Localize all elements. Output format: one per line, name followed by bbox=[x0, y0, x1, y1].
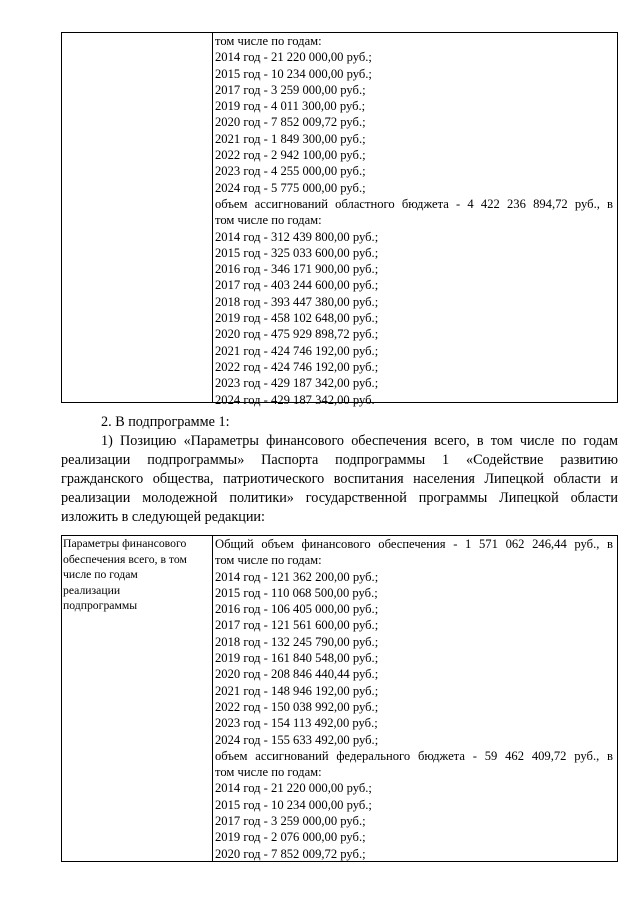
row-label-line: реализации bbox=[63, 583, 121, 597]
table-line: 2022 год - 2 942 100,00 руб.; bbox=[215, 148, 366, 163]
table-line: 2015 год - 110 068 500,00 руб.; bbox=[215, 585, 378, 600]
table-line: 2016 год - 106 405 000,00 руб.; bbox=[215, 602, 379, 617]
paragraph-line: 1) Позицию «Параметры финансового обеспечения всего, в том числе по годам bbox=[101, 433, 618, 449]
table-line: Общий объем финансового обеспечения - 1 571 062 246,44 руб., в bbox=[215, 537, 613, 551]
paragraph-line: реализации молодежной политики» государственной программы Липецкой области bbox=[61, 490, 618, 506]
table-line: 2017 год - 121 561 600,00 руб.; bbox=[215, 618, 379, 633]
table-line: 2019 год - 161 840 548,00 руб.; bbox=[215, 651, 379, 666]
table-line: 2024 год - 429 187 342,00 руб. bbox=[215, 392, 375, 407]
table-line: 2023 год - 154 113 492,00 руб.; bbox=[215, 716, 378, 731]
table-line: 2014 год - 21 220 000,00 руб.; bbox=[215, 781, 372, 796]
paragraph-line: реализации подпрограммы» Паспорта подпрограммы 1 «Содействие развитию bbox=[61, 452, 618, 468]
table-line: 2015 год - 10 234 000,00 руб.; bbox=[215, 797, 372, 812]
table-line: 2023 год - 4 255 000,00 руб.; bbox=[215, 164, 366, 179]
table-line: 2022 год - 424 746 192,00 руб.; bbox=[215, 359, 379, 374]
table-line: 2015 год - 325 033 600,00 руб.; bbox=[215, 245, 379, 260]
table-label-cell bbox=[62, 33, 213, 402]
table-line: 2021 год - 1 849 300,00 руб.; bbox=[215, 131, 366, 146]
table-line: том числе по годам: bbox=[215, 765, 322, 780]
row-label-line: подпрограммы bbox=[63, 599, 138, 613]
row-label-line: Параметры финансового bbox=[63, 537, 187, 550]
table-line: 2020 год - 7 852 009,72 руб.; bbox=[215, 115, 366, 130]
table-line: 2020 год - 7 852 009,72 руб.; bbox=[215, 846, 366, 861]
table-line: 2014 год - 121 362 200,00 руб.; bbox=[215, 569, 379, 584]
table-line: том числе по годам: bbox=[215, 213, 322, 228]
table-line: 2024 год - 5 775 000,00 руб.; bbox=[215, 180, 366, 195]
funding-table-continued bbox=[61, 32, 618, 407]
table-line: 2024 год - 155 633 492,00 руб.; bbox=[215, 732, 379, 747]
table-line: 2021 год - 424 746 192,00 руб.; bbox=[215, 343, 379, 358]
table-line: 2014 год - 312 439 800,00 руб.; bbox=[215, 229, 379, 244]
table-line: том числе по годам: bbox=[215, 34, 322, 48]
table-line: 2022 год - 150 038 992,00 руб.; bbox=[215, 699, 379, 714]
table-line: 2015 год - 10 234 000,00 руб.; bbox=[215, 66, 372, 81]
row-label-line: числе по годам bbox=[63, 568, 138, 582]
table-line: 2014 год - 21 220 000,00 руб.; bbox=[215, 50, 372, 65]
table-line: 2023 год - 429 187 342,00 руб.; bbox=[215, 376, 379, 391]
table-line: 2021 год - 148 946 192,00 руб.; bbox=[215, 683, 379, 698]
table-line: 2020 год - 208 846 440,44 руб.; bbox=[215, 667, 379, 682]
table-label-cell bbox=[62, 536, 213, 861]
table-line: объем ассигнований областного бюджета - 4 422 236 894,72 руб., в bbox=[215, 196, 613, 211]
funding-parameters-table bbox=[61, 535, 618, 862]
table-value-cell bbox=[214, 536, 617, 861]
paragraph-line: изложить в следующей редакции: bbox=[61, 509, 265, 525]
paragraph-line: гражданского общества, патриотического воспитания населения Липецкой области и bbox=[61, 471, 618, 487]
table-line: 2018 год - 393 447 380,00 руб.; bbox=[215, 294, 379, 309]
table-line: 2017 год - 3 259 000,00 руб.; bbox=[215, 82, 366, 97]
table-line: 2019 год - 4 011 300,00 руб.; bbox=[215, 99, 366, 114]
table-value-cell bbox=[214, 33, 617, 407]
amendment-paragraph bbox=[61, 413, 618, 527]
table-line: 2018 год - 132 245 790,00 руб.; bbox=[215, 634, 379, 649]
table-line: 2017 год - 3 259 000,00 руб.; bbox=[215, 814, 366, 829]
row-label-line: обеспечения всего, в том bbox=[63, 552, 187, 566]
table-line: 2020 год - 475 929 898,72 руб.; bbox=[215, 327, 379, 342]
table-line: 2019 год - 458 102 648,00 руб.; bbox=[215, 311, 379, 326]
section-heading: 2. В подпрограмме 1: bbox=[101, 414, 230, 430]
table-line: 2016 год - 346 171 900,00 руб.; bbox=[215, 262, 379, 277]
table-line: том числе по годам: bbox=[215, 553, 322, 568]
table-line: 2019 год - 2 076 000,00 руб.; bbox=[215, 830, 366, 845]
table-line: объем ассигнований федерального бюджета - 59 462 409,72 руб., в bbox=[215, 748, 613, 763]
table-line: 2017 год - 403 244 600,00 руб.; bbox=[215, 278, 379, 293]
